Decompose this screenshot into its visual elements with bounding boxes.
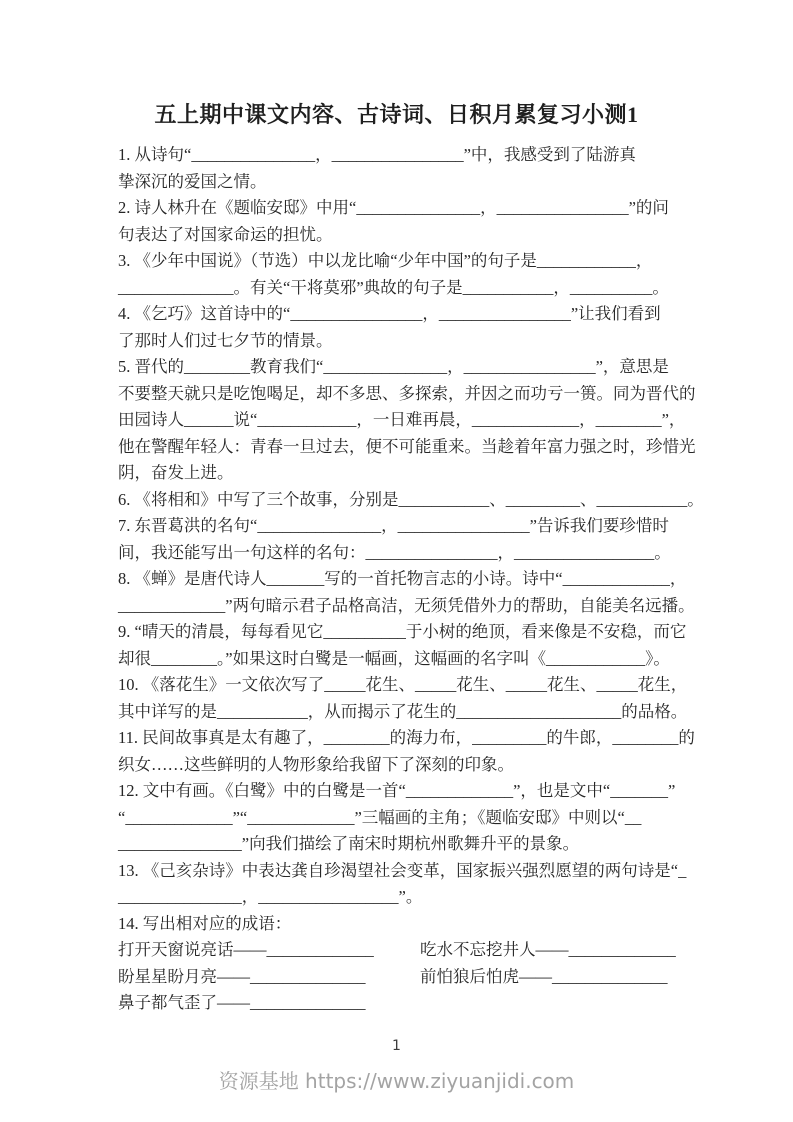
question-line: 13. 《己亥杂诗》中表达龚自珍渴望社会变革，国家振兴强烈愿望的两句诗是“_ [118, 860, 687, 880]
question-line: 8. 《蝉》是唐代诗人_______写的一首托物言志的小诗。诗中“_____________， [118, 569, 687, 588]
question-line: 阴，奋发上进。 [118, 463, 234, 482]
question-line: 织女……这些鲜明的人物形象给我留下了深刻的印象。 [118, 754, 514, 774]
question-line: 挚深沉的爱国之情。 [118, 171, 267, 191]
question-line: _____________”两句暗示君子品格高洁，无须凭借外力的帮助，自能美名远播。 [118, 595, 695, 615]
question-line: 3. 《少年中国说》（节选）中以龙比喻“少年中国”的句子是____________， [118, 251, 653, 270]
question-line: 田园诗人______说“____________，一日难再晨，_____________，________”， [118, 410, 686, 429]
question-line: _______________”向我们描绘了南宋时期杭州歌舞升平的景象。 [118, 834, 580, 853]
question-line: 9. “晴天的清晨，每每看见它__________于小树的绝顶，看来像是不安稳，而它 [118, 622, 687, 641]
footer-watermark: 资源基地 https://www.ziyuanjidi.com [218, 1068, 575, 1093]
question-line: 10. 《落花生》一文依次写了_____花生、_____花生、_____花生、_____花生， [118, 675, 688, 694]
idiom-pair-left: 盼星星盼月亮——______________ [118, 966, 366, 986]
question-line: 却很________。”如果这时白鹭是一幅画，这幅画的名字叫《____________》。 [118, 648, 670, 668]
idiom-pair-right: 前怕狼后怕虎——______________ [420, 966, 668, 986]
idiom-pair-left: 打开天窗说亮话——_____________ [118, 940, 374, 959]
question-line [118, 964, 718, 991]
question-line [118, 937, 718, 964]
question-line: 句表达了对国家命运的担忧。 [118, 224, 333, 244]
question-line: 间，我还能写出一句这样的名句：________________，_________________。 [118, 542, 671, 562]
question-line: 5. 晋代的________教育我们“_______________，________________”，意思是 [118, 357, 669, 376]
question-line: 了那时人们过七夕节的情景。 [118, 330, 333, 350]
question-line: 14. 写出相对应的成语： [118, 913, 292, 933]
question-line: “_____________”“_____________”三幅画的主角；《题临安邸》中则以“__ [118, 807, 642, 827]
question-line: 2. 诗人林升在《题临安邸》中用“_______________，________________”的问 [118, 198, 669, 217]
question-line: 鼻子都气歪了——______________ [118, 993, 366, 1012]
idiom-pair-right: 吃水不忘挖井人——_____________ [420, 940, 676, 959]
question-line: 12. 文中有画。《白鹭》中的白鹭是一首“_____________”，也是文中“_______” [118, 781, 676, 800]
question-line: 6. 《将相和》中写了三个故事，分别是___________、_________、___________。 [118, 489, 704, 509]
question-line: 他在警醒年轻人：青春一旦过去，便不可能重来。当趁着年富力强之时，珍惜光 [118, 436, 696, 456]
question-line: ______________。有关“干将莫邪”典故的句子是___________，__________。 [118, 277, 669, 297]
question-line: 1. 从诗句“_______________，________________”中，我感受到了陆游真 [118, 145, 636, 164]
question-line: 其中详写的是___________，从而揭示了花生的____________________的品格。 [118, 701, 688, 721]
question-line: 7. 东晋葛洪的名句“_______________，________________”告诉我们要珍惜时 [118, 516, 669, 535]
question-line: 不要整天就只是吃饱喝足，却不多思、多探索，并因之而功亏一篑。同为晋代的 [118, 383, 696, 403]
page-title: 五上期中课文内容、古诗词、日积月累复习小测1 [154, 102, 639, 127]
worksheet-body [118, 142, 718, 1017]
question-line: 11. 民间故事真是太有趣了，________的海力布，_________的牛郎，________的 [118, 728, 695, 747]
page-number: 1 [392, 1037, 401, 1054]
question-line: 4. 《乞巧》这首诗中的“________________，________________”让我们看到 [118, 304, 661, 323]
question-line: _______________，_________________”。 [118, 887, 423, 906]
